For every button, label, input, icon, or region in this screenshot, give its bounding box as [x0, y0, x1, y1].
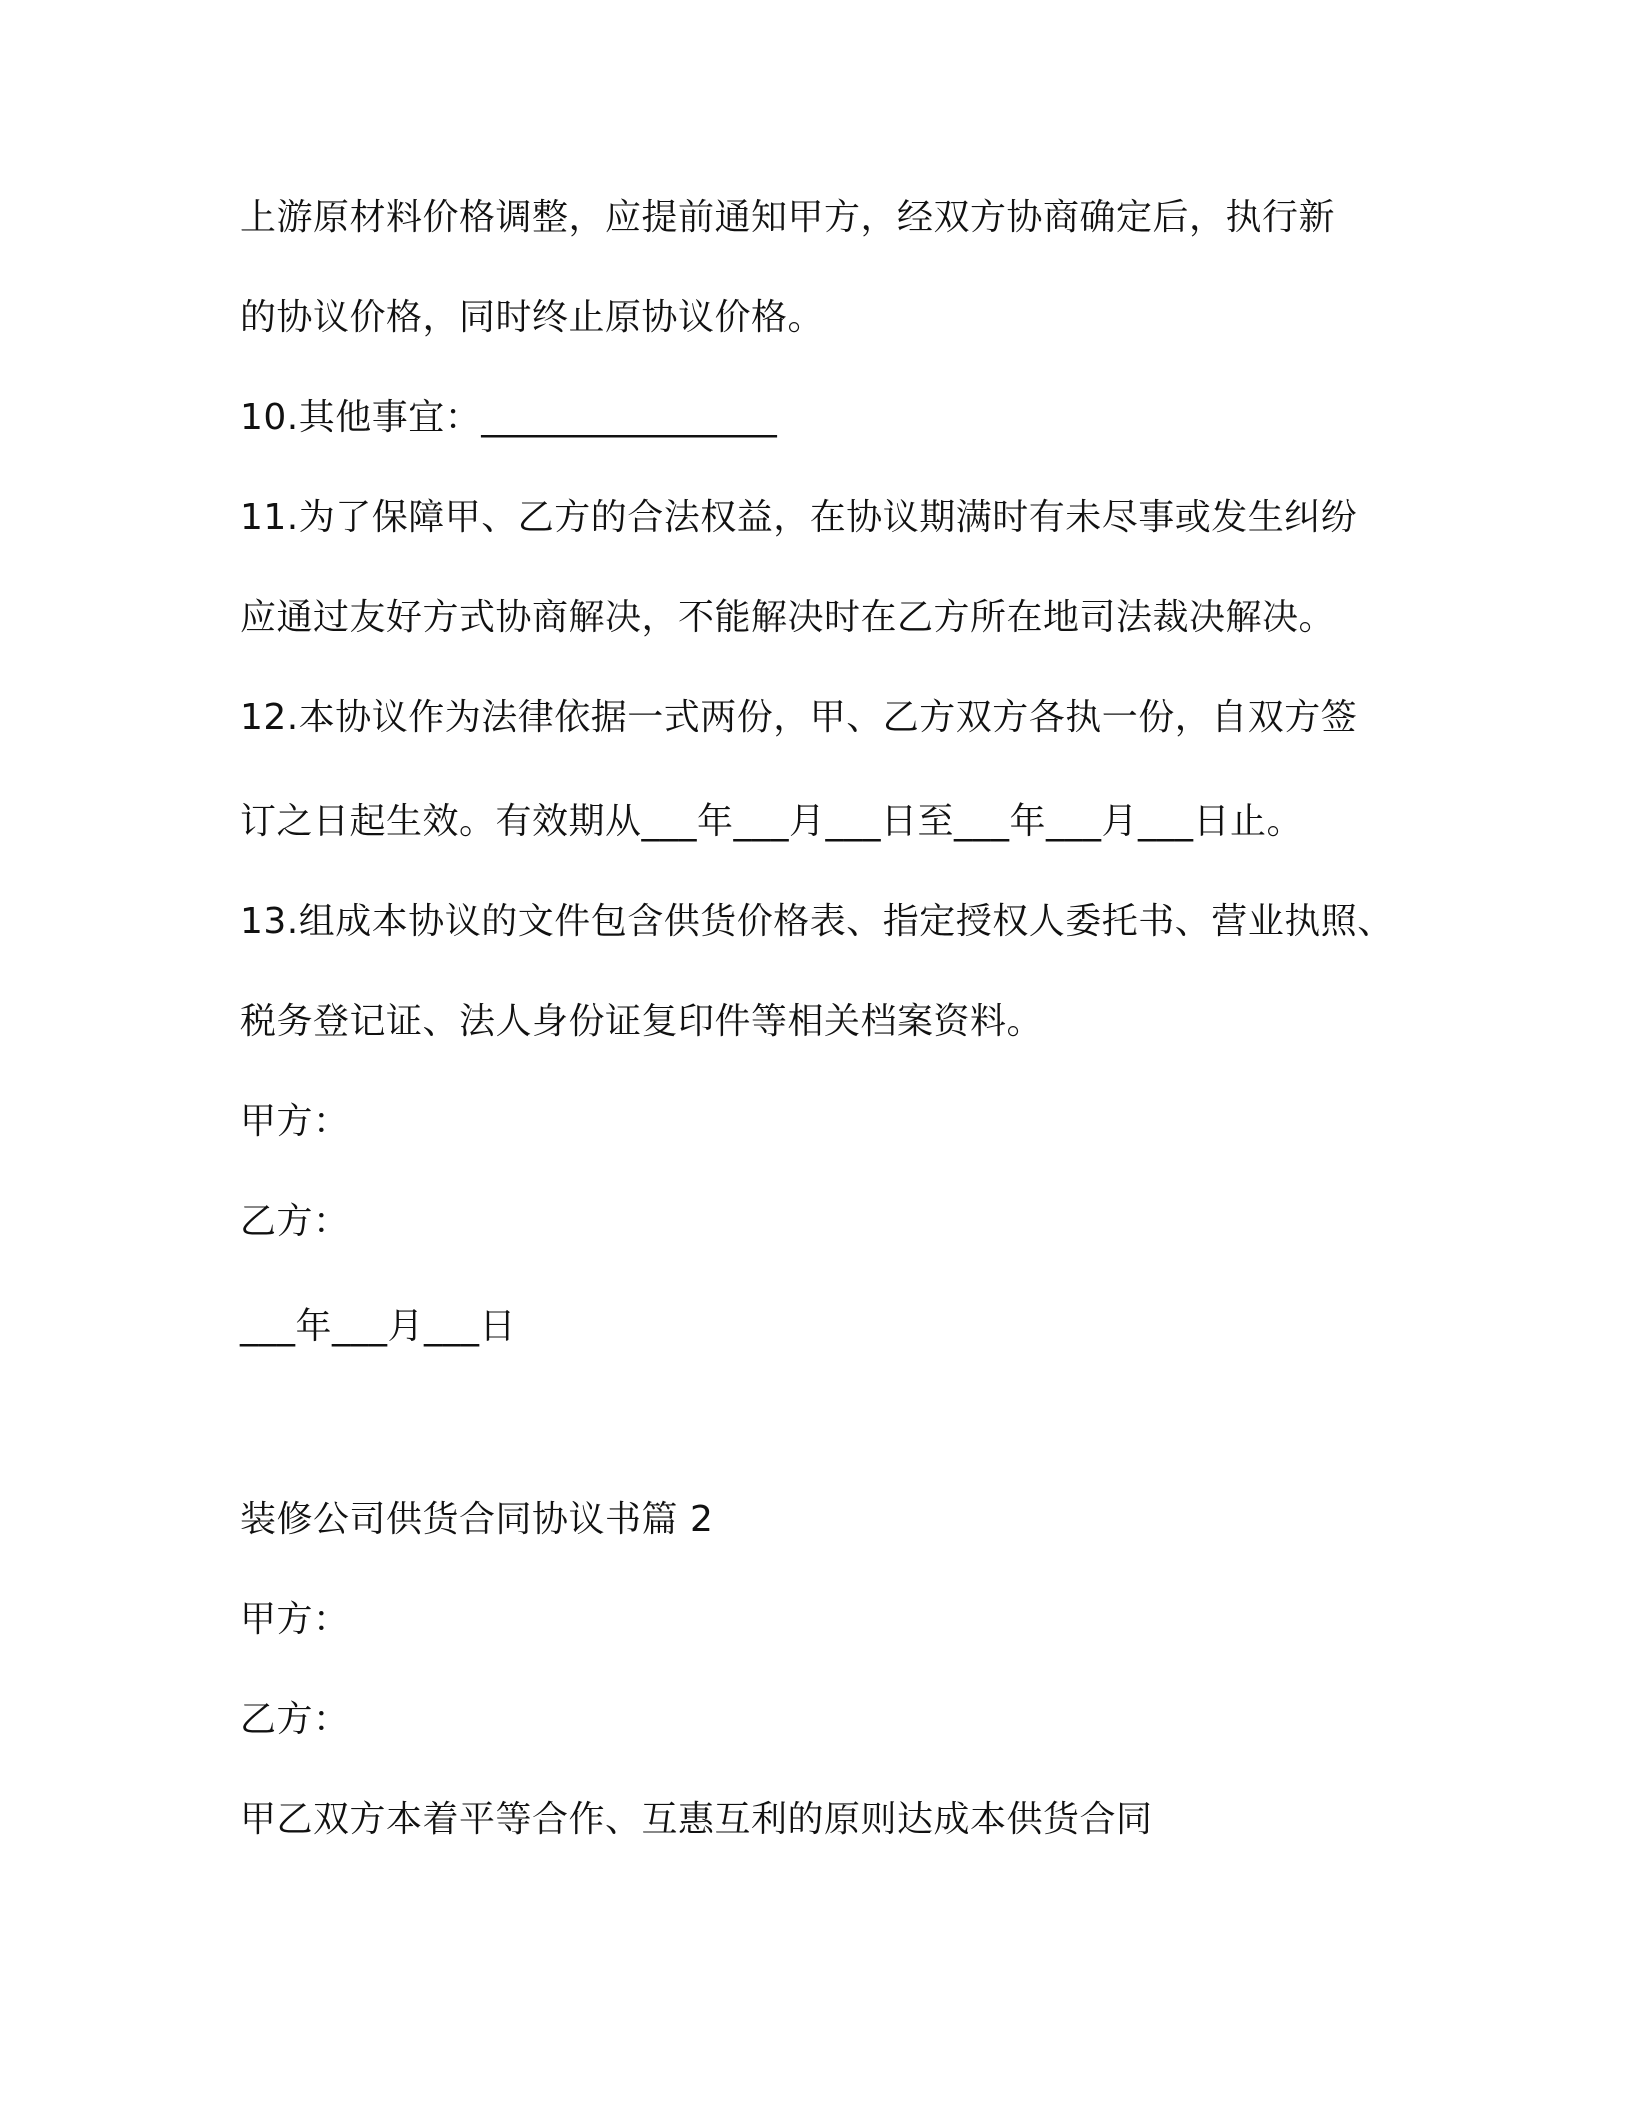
party-a-label: 甲方：: [240, 1101, 350, 1142]
section-title-2: 装修公司供货合同协议书篇 2: [240, 1499, 714, 1540]
paragraph-price-adjustment-line-1: 上游原材料价格调整，应提前通知甲方，经双方协商确定后，执行新: [240, 197, 1336, 238]
party-a-label-2: 甲方：: [240, 1599, 350, 1640]
clause-13-line-1: 13.组成本协议的文件包含供货价格表、指定授权人委托书、营业执照、: [240, 901, 1394, 942]
party-b-label-2: 乙方：: [240, 1699, 350, 1740]
paragraph-price-adjustment-line-2: 的协议价格，同时终止原协议价格。: [240, 297, 825, 338]
clause-12-line-2: 订之日起生效。有效期从___年___月___日至___年___月___日止。: [240, 801, 1304, 842]
clause-11-line-1: 11.为了保障甲、乙方的合法权益，在协议期满时有未尽事或发生纠纷: [240, 497, 1358, 538]
contract-intro-line: 甲乙双方本着平等合作、互惠互利的原则达成本供货合同: [240, 1799, 1153, 1840]
clause-10-other-matters: 10.其他事宜：________________: [240, 397, 778, 438]
clause-13-line-2: 税务登记证、法人身份证复印件等相关档案资料。: [240, 1001, 1044, 1042]
date-line: ___年___月___日: [240, 1306, 517, 1347]
clause-11-line-2: 应通过友好方式协商解决，不能解决时在乙方所在地司法裁决解决。: [240, 597, 1336, 638]
clause-12-line-1: 12.本协议作为法律依据一式两份，甲、乙方双方各执一份，自双方签: [240, 697, 1358, 738]
party-b-label: 乙方：: [240, 1201, 350, 1242]
